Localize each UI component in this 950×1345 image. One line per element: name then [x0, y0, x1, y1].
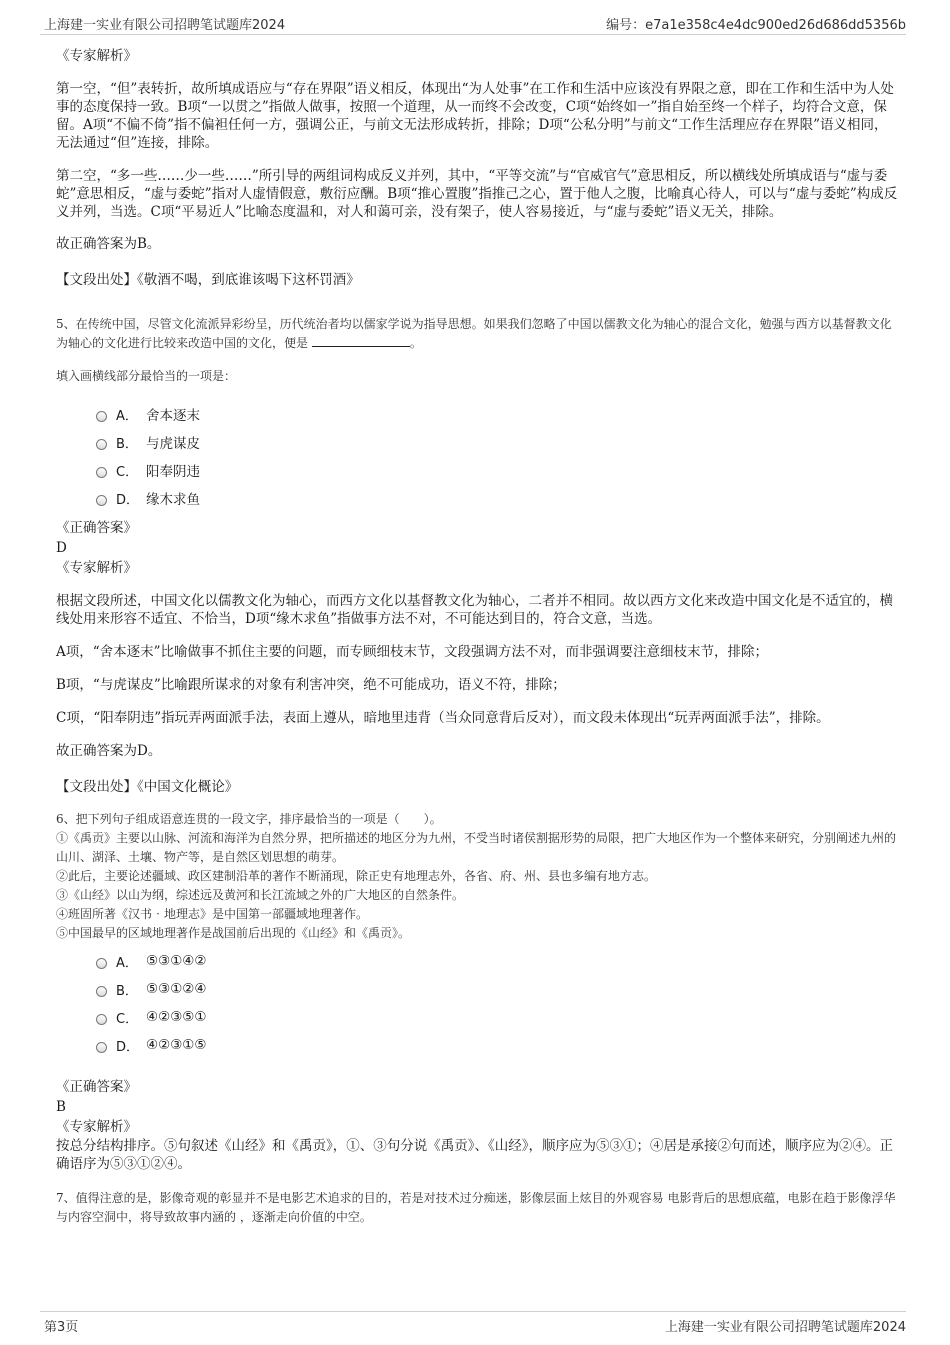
q5-options — [96, 400, 900, 512]
q5-conclusion: 故正确答案为D。 — [56, 743, 162, 759]
q5-analysis-para4: C项，“阳奉阴违”指玩弄两面派手法，表面上遵从，暗地里违背（当众同意背后反对），而文段未体现出“玩弄两面派手法”，排除。 — [56, 710, 830, 726]
q5-stem-end: 。 — [409, 336, 422, 350]
header-title: 上海建一实业有限公司招聘笔试题库2024 — [44, 18, 286, 33]
page-number: 第3页 — [44, 1320, 79, 1335]
q7-stem: 7、值得注意的是，影像奇观的彰显并不是电影艺术追求的目的，若是对技术过分痴迷，影像层面上炫目的外观容易 电影背后的思想底蕴，电影在趋于影像浮华与内容空洞中，将导致故事内涵的 ，逐渐走向价值的中空。 — [56, 1191, 896, 1224]
q6-answer-title: 《正确答案》 — [56, 1079, 137, 1095]
q5-stem-text: 5、在传统中国，尽管文化流派异彩纷呈，历代统治者均以儒家学说为指导思想。如果我们忽略了中国以儒教文化为轴心的混合文化，勉强与西方以基督教文化为轴心的文化进行比较来改造中国的文化，便是 — [56, 317, 892, 350]
radio-icon[interactable] — [96, 1014, 107, 1025]
q5-answer: D — [56, 540, 67, 556]
q6-option-d[interactable]: D． ④②③①⑤ — [96, 1031, 900, 1059]
radio-icon[interactable] — [96, 958, 107, 969]
q6-options — [96, 947, 900, 1059]
q5-analysis-para3: B项，“与虎谋皮”比喻跟所谋求的对象有利害冲突，绝不可能成功，语义不符，排除； — [56, 677, 566, 693]
q4-analysis-title: 《专家解析》 — [56, 48, 137, 64]
footer-title: 上海建一实业有限公司招聘笔试题库2024 — [664, 1320, 906, 1335]
q6-sentence-3: ③《山经》以山为纲，综述远及黄河和长江流域之外的广大地区的自然条件。 — [56, 888, 465, 902]
q5-option-a[interactable]: A． 舍本逐末 — [96, 400, 900, 428]
q6-option-a[interactable]: A． ⑤③①④② — [96, 947, 900, 975]
q6-sentence-5: ⑤中国最早的区域地理著作是战国前后出现的《山经》和《禹贡》。 — [56, 926, 411, 940]
q5-option-c[interactable]: C． 阳奉阴违 — [96, 456, 900, 484]
q6-analysis-title: 《专家解析》 — [56, 1119, 137, 1135]
q6-stem: 6、把下列句子组成语意连贯的一段文字，排序最恰当的一项是（ ）。 — [56, 812, 442, 826]
q4-source: 【文段出处】《敬酒不喝，到底谁该喝下这杯罚酒》 — [56, 272, 360, 288]
q5-analysis-para2: A项，“舍本逐末”比喻做事不抓住主要的问题，而专顾细枝末节，文段强调方法不对，而非强调要注意细枝末节，排除； — [56, 644, 769, 660]
page-content — [56, 44, 900, 1227]
q5-analysis-para1: 根据文段所述，中国文化以儒教文化为轴心，而西方文化以基督教文化为轴心，二者并不相同。故以西方文化来改造中国文化是不适宜的，横线处用来形容不适宜、不恰当，D项“缘木求鱼”指做事方法不对，不可能达到目的，符合文意，当选。 — [56, 593, 893, 627]
q5-answer-title: 《正确答案》 — [56, 520, 137, 536]
q5-instruction: 填入画横线部分最恰当的一项是： — [56, 369, 237, 383]
q5-analysis-title: 《专家解析》 — [56, 560, 137, 576]
q6-analysis: 按总分结构排序。⑤句叙述《山经》和《禹贡》，①、③句分说《禹贡》、《山经》，顺序应为⑤③①；④居是承接②句而述，顺序应为②④。正确语序为⑤③①②④。 — [56, 1138, 893, 1172]
q6-option-b[interactable]: B． ⑤③①②④ — [96, 975, 900, 1003]
radio-icon[interactable] — [96, 439, 107, 450]
q4-analysis-para2: 第二空，“多一些……少一些……”所引导的两组词构成反义并列，其中，“平等交流”与“官威官气”意思相反，所以横线处所填成语与“虚与委蛇”意思相反，“虚与委蛇”指对人虚情假意，敷衍应酬。B项“推心置腹”指推己之心，置于他人之腹，比喻真心待人，可以与“虚与委蛇”构成反义并列，当选。C项“平易近人”比喻态度温和，对人和蔼可亲，没有架子，使人容易接近，与“虚与委蛇”语义无关，排除。 — [56, 168, 898, 220]
radio-icon[interactable] — [96, 411, 107, 422]
q6-sentence-1: ①《禹贡》主要以山脉、河流和海洋为自然分界，把所描述的地区分为九州，不受当时诸侯割据形势的局限，把广大地区作为一个整体来研究，分别阐述九州的山川、湖泽、土壤、物产等，是自然区划思想的萌芽。 — [56, 831, 897, 864]
q5-option-d[interactable]: D． 缘木求鱼 — [96, 484, 900, 512]
q5-option-b[interactable]: B． 与虎谋皮 — [96, 428, 900, 456]
q6-sentence-2: ②此后，主要论述疆域、政区建制沿革的著作不断涌现，除正史有地理志外，各省、府、州、县也多编有地方志。 — [56, 869, 657, 883]
radio-icon[interactable] — [96, 495, 107, 506]
header-doc-id: 编号：e7a1e358c4e4dc900ed26d686dd5356b — [606, 18, 906, 33]
q5-stem — [56, 315, 900, 353]
page-header — [40, 12, 906, 35]
radio-icon[interactable] — [96, 1042, 107, 1053]
q5-blank — [312, 334, 410, 347]
q4-analysis-para1: 第一空，“但”表转折，故所填成语应与“存在界限”语义相反，体现出“为人处事”在工作和生活中应该没有界限之意，即在工作和生活中为人处事的态度保持一致。B项“一以贯之”指做人做事，按照一个道理，从一而终不会改变，C项“始终如一”指自始至终一个样子，均符合文意，保留。A项“不偏不倚”指不偏袒任何一方，强调公正，与前文无法形成转折，排除；D项“公私分明”与前文“工作生活理应存在界限”语义相同，无法通过“但”连接，排除。 — [56, 81, 894, 151]
q6-sentence-4: ④班固所著《汉书‧地理志》是中国第一部疆域地理著作。 — [56, 907, 369, 921]
page-footer — [40, 1311, 906, 1334]
q6-answer: B — [56, 1099, 66, 1115]
q4-conclusion: 故正确答案为B。 — [56, 236, 161, 252]
q6-option-c[interactable]: C． ④②③⑤① — [96, 1003, 900, 1031]
radio-icon[interactable] — [96, 467, 107, 478]
q5-source: 【文段出处】《中国文化概论》 — [56, 779, 239, 795]
radio-icon[interactable] — [96, 986, 107, 997]
